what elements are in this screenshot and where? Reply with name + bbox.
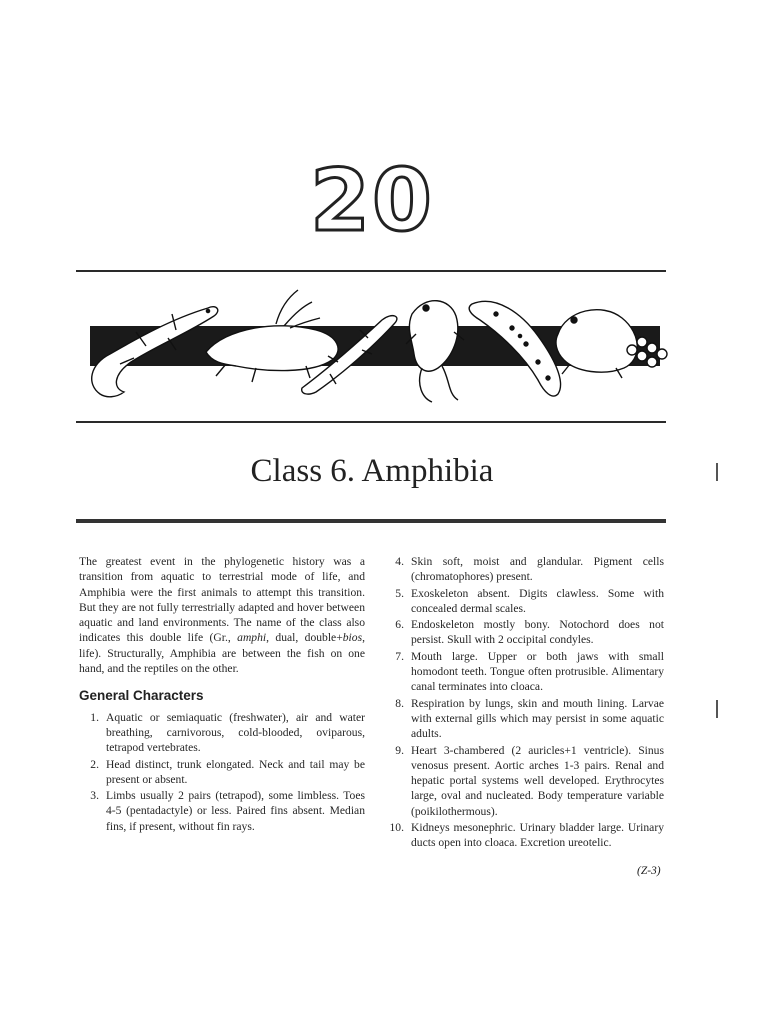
item-number: 6. xyxy=(395,618,404,632)
intro-term-amphi: amphi xyxy=(237,631,267,645)
scan-edge-mark xyxy=(716,700,718,718)
intro-paragraph xyxy=(79,554,365,676)
item-number: 1. xyxy=(90,710,99,724)
item-text: Respiration by lungs, skin and mouth lining. Larvae with external gills which may persist in some aquatic adults. xyxy=(411,696,664,741)
spotted-salamander-illustration xyxy=(469,301,560,396)
chapter-number: 20 xyxy=(310,151,434,251)
item-text: Limbs usually 2 pairs (tetrapod), some limbless. Toes 4-5 (pentadactyle) or less. Paired fins absent. Median fins, if present, without fin rays. xyxy=(106,789,365,833)
middle-rule xyxy=(76,421,666,423)
item-number: 3. xyxy=(90,789,99,803)
toad-illustration xyxy=(556,310,667,378)
item-text: Exoskeleton absent. Digits clawless. Some with concealed dermal scales. xyxy=(411,586,664,615)
list-item xyxy=(384,554,664,585)
item-text: Skin soft, moist and glandular. Pigment cells (chromatophores) present. xyxy=(411,555,664,584)
item-number: 2. xyxy=(90,757,99,771)
list-item xyxy=(384,743,664,819)
item-text: Heart 3-chambered (2 auricles+1 ventricle). Sinus venosus present. Aortic arches 1-3 pairs. Renal and hepatic portal systems well developed. Erythrocytes large, oval and nucleated. Body temperature variable (poikilothermous). xyxy=(411,743,664,818)
frog-illustration xyxy=(406,301,464,402)
list-item xyxy=(384,820,664,851)
left-column xyxy=(79,554,365,835)
scan-edge-mark xyxy=(716,463,718,481)
axolotl-illustration xyxy=(206,290,338,382)
characters-list-right xyxy=(384,554,664,851)
item-text: Endoskeleton mostly bony. Notochord does not persist. Skull with 2 occipital condyles. xyxy=(411,618,664,647)
item-text: Aquatic or semiaquatic (freshwater), air and water breathing, carnivorous, cold-blooded, oviparous, tetrapod vertebrates. xyxy=(106,710,365,755)
item-text: Head distinct, trunk elongated. Neck and tail may be present or absent. xyxy=(106,757,365,786)
item-number: 4. xyxy=(395,555,404,568)
item-number: 8. xyxy=(395,696,404,710)
item-number: 9. xyxy=(395,743,404,757)
list-item xyxy=(79,710,365,756)
list-item xyxy=(384,649,664,695)
section-heading: General Characters xyxy=(79,688,204,704)
amphibian-banner-illustration xyxy=(76,284,676,414)
list-item xyxy=(384,586,664,617)
right-column xyxy=(384,554,664,852)
list-item xyxy=(384,617,664,648)
item-number: 10. xyxy=(389,821,404,835)
top-rule xyxy=(76,270,666,272)
title-underline xyxy=(76,519,666,523)
intro-term-bios: bios xyxy=(342,631,363,645)
list-item xyxy=(79,757,365,788)
page-code: (Z-3) xyxy=(637,865,661,877)
list-item xyxy=(384,696,664,742)
item-number: 5. xyxy=(395,586,404,600)
intro-text-1: The greatest event in the phylogenetic history was a transition from aquatic to terrestrial mode of life, and Amphibia were the first animals to attempt this transition. But they are not fully terrestrially adapted and hover between aquatic and land environments. The name of the class also indicates this double life (Gr., xyxy=(79,555,365,645)
intro-text-2: , dual, double+ xyxy=(266,631,343,645)
item-text: Kidneys mesonephric. Urinary bladder large. Urinary ducts open into cloaca. Excretion ureotelic. xyxy=(411,821,664,850)
list-item xyxy=(79,788,365,834)
characters-list-left xyxy=(79,710,365,834)
item-text: Mouth large. Upper or both jaws with small homodont teeth. Tongue often protrusible. Alimentary canal terminates into cloaca. xyxy=(411,649,664,694)
intro-text-3: , life). Structurally, Amphibia are between the fish on one hand, and the reptiles on the other. xyxy=(79,631,365,676)
salamander-illustration xyxy=(92,307,218,397)
item-number: 7. xyxy=(395,649,404,663)
class-title: Class 6. Amphibia xyxy=(250,453,494,489)
